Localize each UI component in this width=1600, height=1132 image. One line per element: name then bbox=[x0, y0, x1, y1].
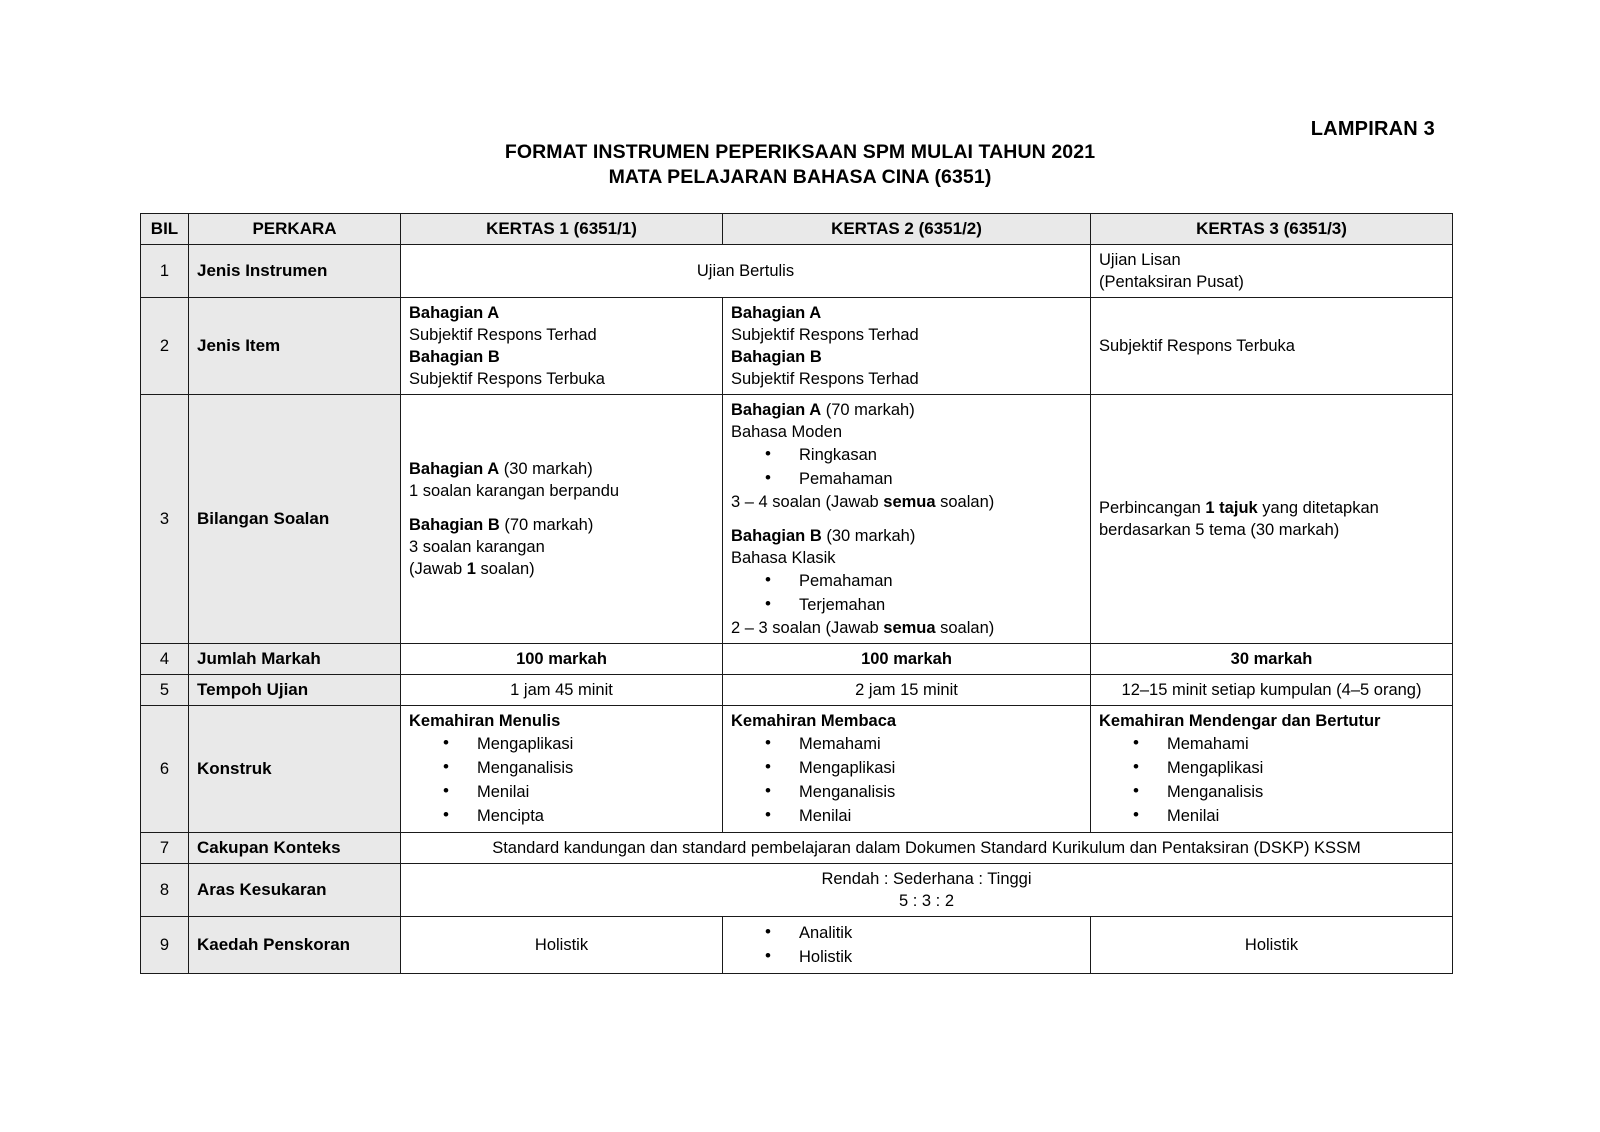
table-row bbox=[141, 917, 1453, 974]
list-item: • Terjemahan bbox=[765, 593, 1082, 617]
cell-cakupan-konteks-all: Standard kandungan dan standard pembelajaran dalam Dokumen Standard Kurikulum dan Pentaksiran (DSKP) KSSM bbox=[401, 833, 1453, 864]
count-emphasis: semua bbox=[883, 493, 936, 511]
cell-bilangan-soalan-kertas-3 bbox=[1091, 395, 1453, 644]
row-number: 6 bbox=[141, 706, 189, 833]
perbincangan-line-1 bbox=[1099, 497, 1444, 519]
table-row bbox=[141, 395, 1453, 644]
bahagian-b-label: Bahagian B bbox=[409, 348, 500, 366]
table-row bbox=[141, 644, 1453, 675]
perbincangan-line-2: berdasarkan 5 tema (30 markah) bbox=[1099, 521, 1340, 539]
list-item: • Mencipta bbox=[443, 804, 714, 828]
row-number: 1 bbox=[141, 245, 189, 298]
konstruk-heading: Kemahiran Membaca bbox=[731, 712, 897, 730]
list-item: • Holistik bbox=[765, 945, 1082, 969]
spacer bbox=[731, 513, 1082, 525]
appendix-label: LAMPIRAN 3 bbox=[1310, 118, 1435, 140]
list-item: • Memahami bbox=[1133, 732, 1444, 756]
header-bil: BIL bbox=[141, 214, 189, 245]
cell-jenis-item-kertas-2 bbox=[723, 298, 1091, 395]
bahagian-a-marks: (30 markah) bbox=[499, 460, 593, 478]
row-label-bilangan-soalan: Bilangan Soalan bbox=[189, 395, 401, 644]
bahagian-a-label: Bahagian A bbox=[731, 401, 822, 419]
bahagian-a-bullets bbox=[731, 443, 1082, 491]
bahagian-b-detail-2 bbox=[409, 558, 714, 580]
bahagian-b-text: Subjektif Respons Terhad bbox=[731, 370, 919, 388]
aras-ratio-values: 5 : 3 : 2 bbox=[898, 892, 955, 910]
bahagian-b-marks: (70 markah) bbox=[499, 516, 594, 534]
bahagian-a-detail: 1 soalan karangan berpandu bbox=[409, 482, 620, 500]
bahagian-b-heading bbox=[731, 525, 1082, 547]
list-item: • Menilai bbox=[1133, 804, 1444, 828]
cell-kaedah-penskoran-kertas-3: Holistik bbox=[1091, 917, 1453, 974]
count-prefix: 3 – 4 soalan (Jawab bbox=[731, 493, 884, 511]
page-title bbox=[0, 140, 1600, 190]
list-item: • Mengaplikasi bbox=[443, 732, 714, 756]
pentaksiran-pusat-line: (Pentaksiran Pusat) bbox=[1099, 273, 1244, 291]
bahagian-a-label: Bahagian A bbox=[409, 304, 500, 322]
count-suffix: soalan) bbox=[935, 619, 995, 637]
bahagian-a-text: Subjektif Respons Terhad bbox=[409, 326, 597, 344]
perbincangan-emphasis: 1 tajuk bbox=[1205, 499, 1258, 517]
cell-konstruk-kertas-3 bbox=[1091, 706, 1453, 833]
bahagian-b-text: Subjektif Respons Terbuka bbox=[409, 370, 605, 388]
header-kertas-1: KERTAS 1 (6351/1) bbox=[401, 214, 723, 245]
row-label-cakupan-konteks: Cakupan Konteks bbox=[189, 833, 401, 864]
table-row bbox=[141, 245, 1453, 298]
table-row bbox=[141, 864, 1453, 917]
row-label-aras-kesukaran: Aras Kesukaran bbox=[189, 864, 401, 917]
list-item: • Menilai bbox=[765, 804, 1082, 828]
konstruk-bullets bbox=[731, 732, 1082, 828]
row-number: 4 bbox=[141, 644, 189, 675]
table-row bbox=[141, 675, 1453, 706]
bahagian-b-subheading: Bahasa Klasik bbox=[731, 549, 836, 567]
table-row bbox=[141, 706, 1453, 833]
cell-jumlah-markah-kertas-2: 100 markah bbox=[723, 644, 1091, 675]
perbincangan-prefix: Perbincangan bbox=[1099, 499, 1206, 517]
cell-jenis-instrumen-kertas-1-2: Ujian Bertulis bbox=[401, 245, 1091, 298]
konstruk-heading: Kemahiran Mendengar dan Bertutur bbox=[1099, 712, 1381, 730]
cell-kaedah-penskoran-kertas-1: Holistik bbox=[401, 917, 723, 974]
cell-aras-kesukaran-all bbox=[401, 864, 1453, 917]
cell-jenis-item-kertas-3: Subjektif Respons Terbuka bbox=[1091, 298, 1453, 395]
perbincangan-suffix: yang ditetapkan bbox=[1257, 499, 1379, 517]
cell-tempoh-ujian-kertas-1: 1 jam 45 minit bbox=[401, 675, 723, 706]
cell-bilangan-soalan-kertas-1 bbox=[401, 395, 723, 644]
jawab-count: 1 bbox=[466, 560, 476, 578]
bahagian-a-marks: (70 markah) bbox=[821, 401, 915, 419]
bahagian-a-text: Subjektif Respons Terhad bbox=[731, 326, 919, 344]
row-number: 5 bbox=[141, 675, 189, 706]
list-item: • Mengaplikasi bbox=[765, 756, 1082, 780]
bahagian-b-label: Bahagian B bbox=[731, 348, 822, 366]
list-item: • Mengaplikasi bbox=[1133, 756, 1444, 780]
konstruk-heading: Kemahiran Menulis bbox=[409, 712, 561, 730]
bahagian-b-detail-1: 3 soalan karangan bbox=[409, 538, 545, 556]
cell-kaedah-penskoran-kertas-2 bbox=[723, 917, 1091, 974]
row-label-jenis-instrumen: Jenis Instrumen bbox=[189, 245, 401, 298]
title-line-2: MATA PELAJARAN BAHASA CINA (6351) bbox=[608, 166, 992, 188]
row-number: 8 bbox=[141, 864, 189, 917]
bahagian-a-heading bbox=[731, 399, 1082, 421]
ujian-lisan-line: Ujian Lisan bbox=[1099, 251, 1181, 269]
bahagian-a-label: Bahagian A bbox=[731, 304, 822, 322]
row-label-jenis-item: Jenis Item bbox=[189, 298, 401, 395]
list-item: • Pemahaman bbox=[765, 467, 1082, 491]
jawab-prefix: (Jawab bbox=[409, 560, 467, 578]
jawab-suffix: soalan) bbox=[475, 560, 535, 578]
konstruk-bullets bbox=[409, 732, 714, 828]
table-row bbox=[141, 298, 1453, 395]
list-item: • Ringkasan bbox=[765, 443, 1082, 467]
row-label-jumlah-markah: Jumlah Markah bbox=[189, 644, 401, 675]
cell-bilangan-soalan-kertas-2 bbox=[723, 395, 1091, 644]
spacer bbox=[409, 502, 714, 514]
bahagian-a-subheading: Bahasa Moden bbox=[731, 423, 842, 441]
list-item: • Menilai bbox=[443, 780, 714, 804]
header-perkara: PERKARA bbox=[189, 214, 401, 245]
row-number: 3 bbox=[141, 395, 189, 644]
count-prefix: 2 – 3 soalan (Jawab bbox=[731, 619, 884, 637]
bahagian-b-question-count bbox=[731, 617, 1082, 639]
cell-jenis-instrumen-kertas-3 bbox=[1091, 245, 1453, 298]
bahagian-b-marks: (30 markah) bbox=[821, 527, 916, 545]
bahagian-b-heading bbox=[409, 514, 714, 536]
konstruk-bullets bbox=[1099, 732, 1444, 828]
bahagian-b-label: Bahagian B bbox=[409, 516, 500, 534]
list-item: • Menganalisis bbox=[1133, 780, 1444, 804]
bahagian-a-heading bbox=[409, 458, 714, 480]
count-emphasis: semua bbox=[883, 619, 936, 637]
title-line-1: FORMAT INSTRUMEN PEPERIKSAAN SPM MULAI TAHUN 2021 bbox=[504, 141, 1096, 163]
row-number: 7 bbox=[141, 833, 189, 864]
list-item: • Analitik bbox=[765, 921, 1082, 945]
list-item: • Memahami bbox=[765, 732, 1082, 756]
bahagian-a-question-count bbox=[731, 491, 1082, 513]
bahagian-b-label: Bahagian B bbox=[731, 527, 822, 545]
row-number: 2 bbox=[141, 298, 189, 395]
cell-jumlah-markah-kertas-1: 100 markah bbox=[401, 644, 723, 675]
bahagian-b-bullets bbox=[731, 569, 1082, 617]
row-label-konstruk: Konstruk bbox=[189, 706, 401, 833]
aras-ratio-labels: Rendah : Sederhana : Tinggi bbox=[821, 870, 1032, 888]
row-number: 9 bbox=[141, 917, 189, 974]
bahagian-a-label: Bahagian A bbox=[409, 460, 500, 478]
table-header-row bbox=[141, 214, 1453, 245]
list-item: • Menganalisis bbox=[443, 756, 714, 780]
list-item: • Pemahaman bbox=[765, 569, 1082, 593]
header-kertas-3: KERTAS 3 (6351/3) bbox=[1091, 214, 1453, 245]
cell-konstruk-kertas-1 bbox=[401, 706, 723, 833]
cell-konstruk-kertas-2 bbox=[723, 706, 1091, 833]
header-kertas-2: KERTAS 2 (6351/2) bbox=[723, 214, 1091, 245]
cell-jumlah-markah-kertas-3: 30 markah bbox=[1091, 644, 1453, 675]
table-row bbox=[141, 833, 1453, 864]
row-label-tempoh-ujian: Tempoh Ujian bbox=[189, 675, 401, 706]
cell-jenis-item-kertas-1 bbox=[401, 298, 723, 395]
list-item: • Menganalisis bbox=[765, 780, 1082, 804]
exam-format-table bbox=[140, 213, 1453, 974]
cell-tempoh-ujian-kertas-3: 12–15 minit setiap kumpulan (4–5 orang) bbox=[1091, 675, 1453, 706]
count-suffix: soalan) bbox=[935, 493, 995, 511]
penskoran-bullets bbox=[731, 921, 1082, 969]
row-label-kaedah-penskoran: Kaedah Penskoran bbox=[189, 917, 401, 974]
cell-tempoh-ujian-kertas-2: 2 jam 15 minit bbox=[723, 675, 1091, 706]
